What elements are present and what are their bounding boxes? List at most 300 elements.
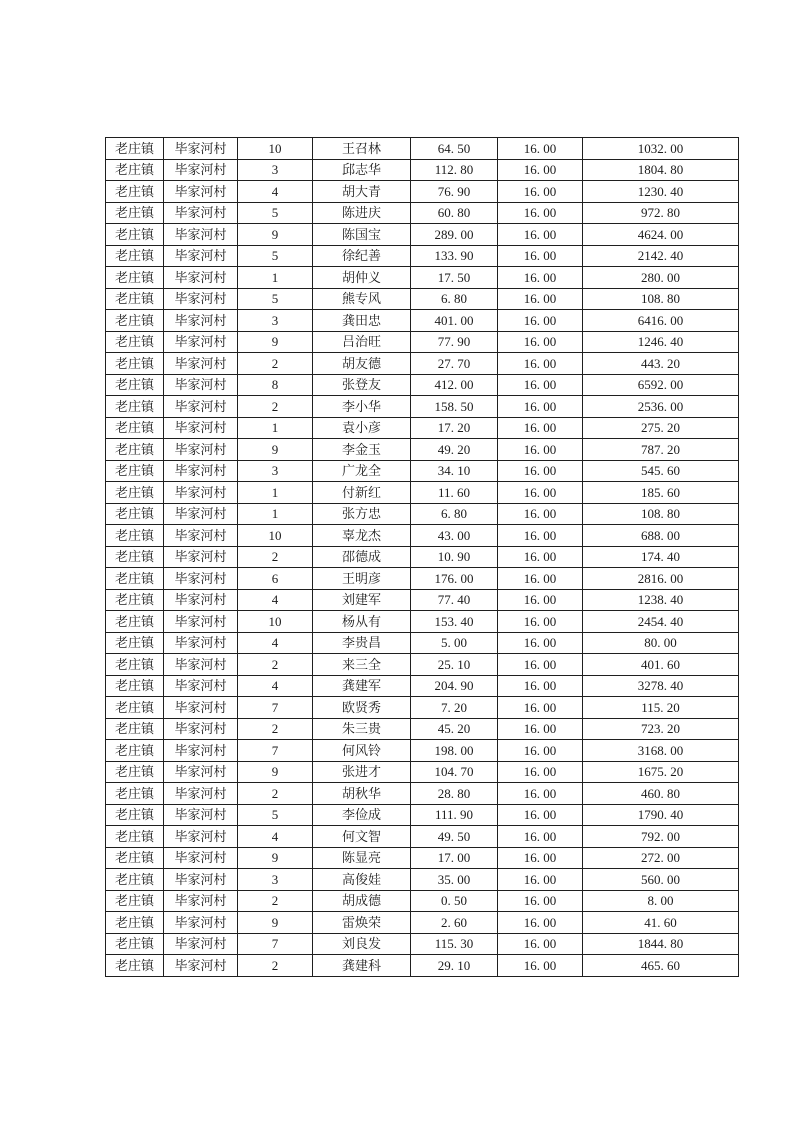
cell-village: 毕家河村 bbox=[164, 804, 238, 826]
cell-person-name: 袁小彦 bbox=[313, 417, 411, 439]
cell-person-name: 陈国宝 bbox=[313, 224, 411, 246]
cell-group-number: 1 bbox=[238, 267, 313, 289]
table-row bbox=[106, 826, 739, 848]
cell-person-name: 胡秋华 bbox=[313, 783, 411, 805]
cell-unit-price: 16. 00 bbox=[498, 396, 583, 418]
cell-person-name: 徐纪善 bbox=[313, 245, 411, 267]
cell-village: 毕家河村 bbox=[164, 310, 238, 332]
cell-person-name: 陈进庆 bbox=[313, 202, 411, 224]
cell-unit-price: 16. 00 bbox=[498, 267, 583, 289]
cell-person-name: 李贵昌 bbox=[313, 632, 411, 654]
table-row bbox=[106, 482, 739, 504]
cell-village: 毕家河村 bbox=[164, 439, 238, 461]
cell-area: 76. 90 bbox=[411, 181, 498, 203]
cell-amount: 443. 20 bbox=[583, 353, 739, 375]
cell-town: 老庄镇 bbox=[106, 826, 164, 848]
cell-group-number: 1 bbox=[238, 417, 313, 439]
cell-unit-price: 16. 00 bbox=[498, 675, 583, 697]
cell-area: 45. 20 bbox=[411, 718, 498, 740]
table-row bbox=[106, 611, 739, 633]
cell-amount: 280. 00 bbox=[583, 267, 739, 289]
cell-group-number: 4 bbox=[238, 826, 313, 848]
cell-amount: 972. 80 bbox=[583, 202, 739, 224]
cell-group-number: 9 bbox=[238, 331, 313, 353]
cell-person-name: 龚田忠 bbox=[313, 310, 411, 332]
cell-area: 49. 20 bbox=[411, 439, 498, 461]
cell-unit-price: 16. 00 bbox=[498, 181, 583, 203]
cell-unit-price: 16. 00 bbox=[498, 546, 583, 568]
cell-unit-price: 16. 00 bbox=[498, 826, 583, 848]
cell-amount: 723. 20 bbox=[583, 718, 739, 740]
cell-group-number: 5 bbox=[238, 804, 313, 826]
cell-town: 老庄镇 bbox=[106, 310, 164, 332]
cell-group-number: 4 bbox=[238, 675, 313, 697]
cell-village: 毕家河村 bbox=[164, 181, 238, 203]
cell-group-number: 10 bbox=[238, 611, 313, 633]
cell-amount: 1230. 40 bbox=[583, 181, 739, 203]
table-row bbox=[106, 933, 739, 955]
table-row bbox=[106, 353, 739, 375]
cell-town: 老庄镇 bbox=[106, 138, 164, 160]
cell-group-number: 2 bbox=[238, 353, 313, 375]
cell-person-name: 张方忠 bbox=[313, 503, 411, 525]
cell-town: 老庄镇 bbox=[106, 503, 164, 525]
cell-group-number: 9 bbox=[238, 224, 313, 246]
cell-unit-price: 16. 00 bbox=[498, 847, 583, 869]
cell-area: 158. 50 bbox=[411, 396, 498, 418]
cell-village: 毕家河村 bbox=[164, 396, 238, 418]
cell-village: 毕家河村 bbox=[164, 460, 238, 482]
table-row bbox=[106, 654, 739, 676]
cell-group-number: 7 bbox=[238, 697, 313, 719]
cell-group-number: 7 bbox=[238, 933, 313, 955]
cell-unit-price: 16. 00 bbox=[498, 654, 583, 676]
cell-town: 老庄镇 bbox=[106, 546, 164, 568]
cell-town: 老庄镇 bbox=[106, 761, 164, 783]
cell-group-number: 9 bbox=[238, 847, 313, 869]
cell-amount: 401. 60 bbox=[583, 654, 739, 676]
cell-group-number: 2 bbox=[238, 654, 313, 676]
cell-amount: 1844. 80 bbox=[583, 933, 739, 955]
cell-amount: 465. 60 bbox=[583, 955, 739, 977]
cell-amount: 1246. 40 bbox=[583, 331, 739, 353]
cell-person-name: 胡成德 bbox=[313, 890, 411, 912]
cell-village: 毕家河村 bbox=[164, 847, 238, 869]
cell-unit-price: 16. 00 bbox=[498, 310, 583, 332]
cell-village: 毕家河村 bbox=[164, 568, 238, 590]
cell-amount: 787. 20 bbox=[583, 439, 739, 461]
table-row bbox=[106, 374, 739, 396]
cell-area: 10. 90 bbox=[411, 546, 498, 568]
cell-area: 77. 40 bbox=[411, 589, 498, 611]
table-row bbox=[106, 912, 739, 934]
cell-village: 毕家河村 bbox=[164, 288, 238, 310]
cell-group-number: 2 bbox=[238, 783, 313, 805]
cell-amount: 688. 00 bbox=[583, 525, 739, 547]
cell-person-name: 朱三贵 bbox=[313, 718, 411, 740]
table-row bbox=[106, 632, 739, 654]
cell-unit-price: 16. 00 bbox=[498, 353, 583, 375]
table-row bbox=[106, 890, 739, 912]
cell-town: 老庄镇 bbox=[106, 224, 164, 246]
cell-village: 毕家河村 bbox=[164, 503, 238, 525]
cell-unit-price: 16. 00 bbox=[498, 697, 583, 719]
cell-person-name: 欧贤秀 bbox=[313, 697, 411, 719]
cell-village: 毕家河村 bbox=[164, 245, 238, 267]
cell-village: 毕家河村 bbox=[164, 331, 238, 353]
cell-amount: 2142. 40 bbox=[583, 245, 739, 267]
cell-amount: 2536. 00 bbox=[583, 396, 739, 418]
cell-town: 老庄镇 bbox=[106, 417, 164, 439]
cell-unit-price: 16. 00 bbox=[498, 890, 583, 912]
cell-person-name: 龚建军 bbox=[313, 675, 411, 697]
table-row bbox=[106, 761, 739, 783]
cell-village: 毕家河村 bbox=[164, 933, 238, 955]
cell-unit-price: 16. 00 bbox=[498, 869, 583, 891]
cell-amount: 108. 80 bbox=[583, 503, 739, 525]
cell-person-name: 王召林 bbox=[313, 138, 411, 160]
cell-group-number: 3 bbox=[238, 869, 313, 891]
cell-area: 112. 80 bbox=[411, 159, 498, 181]
cell-town: 老庄镇 bbox=[106, 267, 164, 289]
cell-village: 毕家河村 bbox=[164, 890, 238, 912]
cell-village: 毕家河村 bbox=[164, 546, 238, 568]
cell-amount: 115. 20 bbox=[583, 697, 739, 719]
cell-unit-price: 16. 00 bbox=[498, 159, 583, 181]
cell-unit-price: 16. 00 bbox=[498, 224, 583, 246]
cell-village: 毕家河村 bbox=[164, 482, 238, 504]
cell-unit-price: 16. 00 bbox=[498, 503, 583, 525]
cell-area: 198. 00 bbox=[411, 740, 498, 762]
table-row bbox=[106, 460, 739, 482]
table-row bbox=[106, 955, 739, 977]
cell-area: 49. 50 bbox=[411, 826, 498, 848]
cell-town: 老庄镇 bbox=[106, 568, 164, 590]
cell-village: 毕家河村 bbox=[164, 826, 238, 848]
cell-town: 老庄镇 bbox=[106, 159, 164, 181]
cell-town: 老庄镇 bbox=[106, 912, 164, 934]
cell-amount: 2454. 40 bbox=[583, 611, 739, 633]
cell-area: 153. 40 bbox=[411, 611, 498, 633]
table-row bbox=[106, 267, 739, 289]
cell-village: 毕家河村 bbox=[164, 589, 238, 611]
cell-group-number: 2 bbox=[238, 718, 313, 740]
table-row bbox=[106, 310, 739, 332]
cell-person-name: 胡友德 bbox=[313, 353, 411, 375]
table-row bbox=[106, 697, 739, 719]
table-row bbox=[106, 546, 739, 568]
cell-person-name: 雷焕荣 bbox=[313, 912, 411, 934]
cell-unit-price: 16. 00 bbox=[498, 374, 583, 396]
cell-group-number: 2 bbox=[238, 955, 313, 977]
cell-person-name: 广龙全 bbox=[313, 460, 411, 482]
cell-village: 毕家河村 bbox=[164, 955, 238, 977]
cell-town: 老庄镇 bbox=[106, 374, 164, 396]
cell-town: 老庄镇 bbox=[106, 331, 164, 353]
cell-town: 老庄镇 bbox=[106, 611, 164, 633]
cell-unit-price: 16. 00 bbox=[498, 439, 583, 461]
cell-town: 老庄镇 bbox=[106, 245, 164, 267]
cell-person-name: 李俭成 bbox=[313, 804, 411, 826]
cell-area: 2. 60 bbox=[411, 912, 498, 934]
table-row bbox=[106, 675, 739, 697]
cell-area: 204. 90 bbox=[411, 675, 498, 697]
table-row bbox=[106, 331, 739, 353]
cell-town: 老庄镇 bbox=[106, 654, 164, 676]
cell-area: 11. 60 bbox=[411, 482, 498, 504]
cell-village: 毕家河村 bbox=[164, 224, 238, 246]
subsidy-register-table bbox=[105, 137, 739, 977]
cell-area: 289. 00 bbox=[411, 224, 498, 246]
cell-area: 104. 70 bbox=[411, 761, 498, 783]
cell-group-number: 1 bbox=[238, 503, 313, 525]
cell-amount: 1790. 40 bbox=[583, 804, 739, 826]
table-row bbox=[106, 718, 739, 740]
cell-town: 老庄镇 bbox=[106, 718, 164, 740]
cell-amount: 108. 80 bbox=[583, 288, 739, 310]
cell-area: 43. 00 bbox=[411, 525, 498, 547]
cell-village: 毕家河村 bbox=[164, 202, 238, 224]
cell-area: 176. 00 bbox=[411, 568, 498, 590]
cell-town: 老庄镇 bbox=[106, 697, 164, 719]
cell-person-name: 刘良发 bbox=[313, 933, 411, 955]
cell-amount: 8. 00 bbox=[583, 890, 739, 912]
cell-group-number: 2 bbox=[238, 546, 313, 568]
cell-group-number: 3 bbox=[238, 159, 313, 181]
table-row bbox=[106, 396, 739, 418]
cell-town: 老庄镇 bbox=[106, 675, 164, 697]
cell-unit-price: 16. 00 bbox=[498, 589, 583, 611]
cell-group-number: 7 bbox=[238, 740, 313, 762]
cell-village: 毕家河村 bbox=[164, 718, 238, 740]
cell-person-name: 李金玉 bbox=[313, 439, 411, 461]
cell-person-name: 来三全 bbox=[313, 654, 411, 676]
cell-village: 毕家河村 bbox=[164, 267, 238, 289]
cell-village: 毕家河村 bbox=[164, 611, 238, 633]
cell-person-name: 辜龙杰 bbox=[313, 525, 411, 547]
cell-amount: 1804. 80 bbox=[583, 159, 739, 181]
cell-unit-price: 16. 00 bbox=[498, 783, 583, 805]
cell-village: 毕家河村 bbox=[164, 374, 238, 396]
cell-person-name: 高俊娃 bbox=[313, 869, 411, 891]
cell-group-number: 2 bbox=[238, 890, 313, 912]
cell-area: 17. 00 bbox=[411, 847, 498, 869]
cell-person-name: 邵德成 bbox=[313, 546, 411, 568]
cell-person-name: 熊专风 bbox=[313, 288, 411, 310]
cell-unit-price: 16. 00 bbox=[498, 804, 583, 826]
table-row bbox=[106, 740, 739, 762]
cell-area: 35. 00 bbox=[411, 869, 498, 891]
cell-town: 老庄镇 bbox=[106, 439, 164, 461]
cell-person-name: 邱志华 bbox=[313, 159, 411, 181]
cell-area: 115. 30 bbox=[411, 933, 498, 955]
cell-amount: 272. 00 bbox=[583, 847, 739, 869]
cell-person-name: 付新红 bbox=[313, 482, 411, 504]
table-row bbox=[106, 589, 739, 611]
cell-amount: 4624. 00 bbox=[583, 224, 739, 246]
cell-group-number: 4 bbox=[238, 181, 313, 203]
cell-village: 毕家河村 bbox=[164, 783, 238, 805]
cell-amount: 3278. 40 bbox=[583, 675, 739, 697]
cell-amount: 6592. 00 bbox=[583, 374, 739, 396]
cell-town: 老庄镇 bbox=[106, 740, 164, 762]
cell-amount: 1238. 40 bbox=[583, 589, 739, 611]
cell-unit-price: 16. 00 bbox=[498, 912, 583, 934]
cell-group-number: 2 bbox=[238, 396, 313, 418]
cell-amount: 275. 20 bbox=[583, 417, 739, 439]
cell-area: 28. 80 bbox=[411, 783, 498, 805]
table-body bbox=[106, 138, 739, 977]
cell-area: 6. 80 bbox=[411, 288, 498, 310]
cell-person-name: 张登友 bbox=[313, 374, 411, 396]
cell-group-number: 4 bbox=[238, 589, 313, 611]
cell-town: 老庄镇 bbox=[106, 847, 164, 869]
cell-unit-price: 16. 00 bbox=[498, 761, 583, 783]
cell-area: 25. 10 bbox=[411, 654, 498, 676]
cell-village: 毕家河村 bbox=[164, 675, 238, 697]
cell-unit-price: 16. 00 bbox=[498, 331, 583, 353]
table-row bbox=[106, 439, 739, 461]
cell-area: 5. 00 bbox=[411, 632, 498, 654]
cell-village: 毕家河村 bbox=[164, 654, 238, 676]
cell-group-number: 10 bbox=[238, 138, 313, 160]
cell-village: 毕家河村 bbox=[164, 632, 238, 654]
cell-area: 7. 20 bbox=[411, 697, 498, 719]
cell-town: 老庄镇 bbox=[106, 890, 164, 912]
cell-unit-price: 16. 00 bbox=[498, 138, 583, 160]
cell-amount: 3168. 00 bbox=[583, 740, 739, 762]
cell-area: 60. 80 bbox=[411, 202, 498, 224]
cell-town: 老庄镇 bbox=[106, 804, 164, 826]
cell-town: 老庄镇 bbox=[106, 288, 164, 310]
cell-town: 老庄镇 bbox=[106, 525, 164, 547]
cell-area: 17. 20 bbox=[411, 417, 498, 439]
cell-group-number: 9 bbox=[238, 912, 313, 934]
table-row bbox=[106, 181, 739, 203]
cell-person-name: 王明彦 bbox=[313, 568, 411, 590]
cell-group-number: 8 bbox=[238, 374, 313, 396]
cell-village: 毕家河村 bbox=[164, 353, 238, 375]
cell-group-number: 5 bbox=[238, 245, 313, 267]
cell-amount: 2816. 00 bbox=[583, 568, 739, 590]
cell-group-number: 3 bbox=[238, 310, 313, 332]
cell-amount: 560. 00 bbox=[583, 869, 739, 891]
cell-area: 64. 50 bbox=[411, 138, 498, 160]
table-row bbox=[106, 869, 739, 891]
cell-area: 6. 80 bbox=[411, 503, 498, 525]
cell-village: 毕家河村 bbox=[164, 138, 238, 160]
cell-area: 133. 90 bbox=[411, 245, 498, 267]
cell-unit-price: 16. 00 bbox=[498, 740, 583, 762]
cell-village: 毕家河村 bbox=[164, 697, 238, 719]
cell-village: 毕家河村 bbox=[164, 869, 238, 891]
cell-town: 老庄镇 bbox=[106, 589, 164, 611]
cell-unit-price: 16. 00 bbox=[498, 482, 583, 504]
cell-person-name: 胡仲义 bbox=[313, 267, 411, 289]
cell-town: 老庄镇 bbox=[106, 632, 164, 654]
cell-town: 老庄镇 bbox=[106, 181, 164, 203]
cell-area: 0. 50 bbox=[411, 890, 498, 912]
cell-person-name: 杨从有 bbox=[313, 611, 411, 633]
cell-town: 老庄镇 bbox=[106, 955, 164, 977]
cell-amount: 1675. 20 bbox=[583, 761, 739, 783]
cell-unit-price: 16. 00 bbox=[498, 288, 583, 310]
cell-town: 老庄镇 bbox=[106, 202, 164, 224]
table-row bbox=[106, 202, 739, 224]
cell-area: 77. 90 bbox=[411, 331, 498, 353]
cell-amount: 6416. 00 bbox=[583, 310, 739, 332]
cell-person-name: 龚建科 bbox=[313, 955, 411, 977]
cell-person-name: 吕治旺 bbox=[313, 331, 411, 353]
cell-village: 毕家河村 bbox=[164, 761, 238, 783]
cell-area: 27. 70 bbox=[411, 353, 498, 375]
cell-amount: 174. 40 bbox=[583, 546, 739, 568]
cell-unit-price: 16. 00 bbox=[498, 632, 583, 654]
cell-town: 老庄镇 bbox=[106, 869, 164, 891]
cell-person-name: 陈显亮 bbox=[313, 847, 411, 869]
cell-amount: 792. 00 bbox=[583, 826, 739, 848]
cell-town: 老庄镇 bbox=[106, 460, 164, 482]
cell-town: 老庄镇 bbox=[106, 933, 164, 955]
cell-area: 34. 10 bbox=[411, 460, 498, 482]
cell-person-name: 何文智 bbox=[313, 826, 411, 848]
table-row bbox=[106, 159, 739, 181]
cell-area: 29. 10 bbox=[411, 955, 498, 977]
cell-group-number: 6 bbox=[238, 568, 313, 590]
cell-group-number: 9 bbox=[238, 761, 313, 783]
cell-unit-price: 16. 00 bbox=[498, 417, 583, 439]
cell-person-name: 何风铃 bbox=[313, 740, 411, 762]
cell-unit-price: 16. 00 bbox=[498, 245, 583, 267]
cell-unit-price: 16. 00 bbox=[498, 611, 583, 633]
table-row bbox=[106, 245, 739, 267]
cell-person-name: 张进才 bbox=[313, 761, 411, 783]
table-row bbox=[106, 417, 739, 439]
cell-group-number: 10 bbox=[238, 525, 313, 547]
table-row bbox=[106, 568, 739, 590]
cell-village: 毕家河村 bbox=[164, 159, 238, 181]
cell-amount: 185. 60 bbox=[583, 482, 739, 504]
cell-unit-price: 16. 00 bbox=[498, 718, 583, 740]
cell-village: 毕家河村 bbox=[164, 417, 238, 439]
cell-unit-price: 16. 00 bbox=[498, 202, 583, 224]
cell-amount: 41. 60 bbox=[583, 912, 739, 934]
cell-village: 毕家河村 bbox=[164, 912, 238, 934]
cell-amount: 460. 80 bbox=[583, 783, 739, 805]
cell-person-name: 刘建军 bbox=[313, 589, 411, 611]
cell-village: 毕家河村 bbox=[164, 525, 238, 547]
table-row bbox=[106, 138, 739, 160]
table-row bbox=[106, 783, 739, 805]
cell-town: 老庄镇 bbox=[106, 482, 164, 504]
cell-group-number: 5 bbox=[238, 288, 313, 310]
cell-area: 111. 90 bbox=[411, 804, 498, 826]
cell-town: 老庄镇 bbox=[106, 396, 164, 418]
cell-area: 401. 00 bbox=[411, 310, 498, 332]
cell-town: 老庄镇 bbox=[106, 353, 164, 375]
table-row bbox=[106, 847, 739, 869]
cell-person-name: 李小华 bbox=[313, 396, 411, 418]
cell-unit-price: 16. 00 bbox=[498, 525, 583, 547]
cell-unit-price: 16. 00 bbox=[498, 460, 583, 482]
cell-area: 412. 00 bbox=[411, 374, 498, 396]
table-row bbox=[106, 503, 739, 525]
cell-unit-price: 16. 00 bbox=[498, 933, 583, 955]
cell-amount: 545. 60 bbox=[583, 460, 739, 482]
cell-group-number: 9 bbox=[238, 439, 313, 461]
table-row bbox=[106, 288, 739, 310]
table-row bbox=[106, 224, 739, 246]
